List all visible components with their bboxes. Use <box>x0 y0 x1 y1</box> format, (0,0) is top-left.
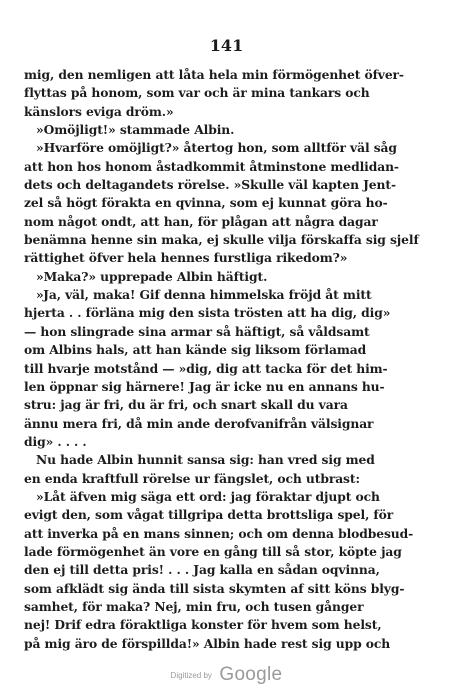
text-line: mig, den nemligen att låta hela min förmögenhet öfver- <box>24 67 404 82</box>
text-line: till hvarje motstånd — »dig, dig att tacka för det him- <box>24 360 388 376</box>
text-line: lade förmögenhet än vore en gång till så stor, köpte jag <box>24 543 402 559</box>
text-line: den ej till detta pris! . . . Jag kalla en sådan oqvinna, <box>24 562 380 578</box>
text-line: ännu mera fri, då min ande derofvanifrån välsignar <box>24 415 374 431</box>
text-line: på mig äro de förspillda!» Albin hade rest sig upp och <box>24 635 391 651</box>
text-line: »Ja, väl, maka! Gif denna himmelska fröjd åt mitt <box>36 287 372 303</box>
text-line: »Låt äfven mig säga ett ord: jag föraktar djupt och <box>36 488 380 504</box>
text-line: hjerta . . förläna mig den sista trösten att ha dig, dig» <box>24 305 391 321</box>
text-line: en enda kraftfull rörelse ur fängslet, och utbrast: <box>24 470 360 486</box>
text-line: om Albins hals, att han kände sig liksom förlamad <box>24 342 367 358</box>
text-line: »Hvarföre omöjligt?» återtog hon, som alltför väl såg <box>36 140 397 156</box>
text-line: nom något ondt, att han, för plågan att några dagar <box>24 213 378 229</box>
text-line: rättighet öfver hela hennes furstliga rikedom?» <box>24 250 348 266</box>
text-line: nej! Drif edra föraktliga konster för hvem som helst, <box>24 617 382 633</box>
text-line: len öppnar sig härnere! Jag är icke nu en annans hu- <box>24 378 385 394</box>
text-line: evigt den, som vågat tillgripa detta brottsliga spel, för <box>24 507 394 523</box>
text-line: flyttas på honom, som var och är mina tankars och <box>24 85 370 101</box>
text-line: benämna henne sin maka, ej skulle vilja förskaffa sig sjelf <box>24 232 419 248</box>
text-line: stru: jag är fri, du är fri, och snart skall du vara <box>24 397 348 413</box>
text-line: att inverka på en mans sinnen; och om denna blodbesud- <box>24 525 414 541</box>
text-line: »Omöjligt!» stammade Albin. <box>36 122 235 138</box>
text-line: Nu hade Albin hunnit sansa sig: han vred sig med <box>36 452 375 468</box>
text-line: som afklädt sig ända till sista skymten af sitt köns blyg- <box>24 580 405 596</box>
text-line: — hon slingrade sina armar så häftigt, så våldsamt <box>24 323 370 339</box>
text-line: dig» . . . . <box>24 433 87 449</box>
text-line: zel så högt förakta en qvinna, som ej kunnat göra ho- <box>24 195 388 211</box>
page-number: 141 <box>209 36 244 55</box>
text-line: samhet, för maka? Nej, min fru, och tusen gånger <box>24 598 364 614</box>
google-logo: Google <box>219 664 283 685</box>
text-line: dets och deltagandets rörelse. »Skulle väl kapten Jent- <box>24 177 396 193</box>
body-text <box>24 66 439 653</box>
digitization-watermark <box>0 664 453 686</box>
text-line: att hon hos honom åstadkommit åtminstone medlidan- <box>24 158 399 174</box>
text-line: »Maka?» upprepade Albin häftigt. <box>36 268 268 284</box>
watermark-prefix: Digitized by <box>170 670 212 680</box>
text-line: känslors eviga dröm.» <box>24 103 174 119</box>
